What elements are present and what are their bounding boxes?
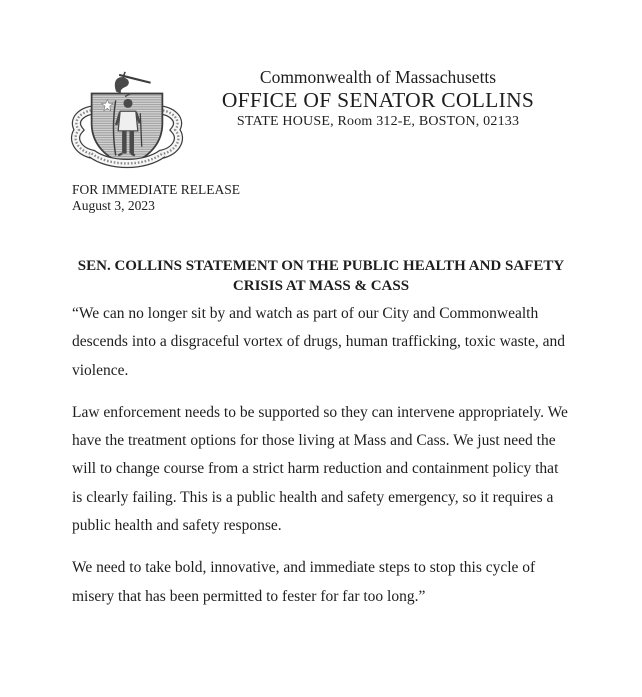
statement-title-line-1: SEN. COLLINS STATEMENT ON THE PUBLIC HEALTH AND SAFETY [77, 258, 565, 274]
statement-paragraph-3: We need to take bold, innovative, and immediate steps to stop this cycle of misery that has been permitted to fester for far too long.” [72, 559, 536, 605]
letterhead-org-line: Commonwealth of Massachusetts [259, 67, 497, 87]
statement-paragraph-2: Law enforcement needs to be supported so they can intervene appropriately. We have the treatment options for those living at Mass and Cass. We just need the will to change course from a strict harm reduction and containment policy that is clearly failing. This is a public health and safety emergency, so it requires a public health and safety response. [72, 403, 568, 535]
letterhead-address-line: STATE HOUSE, Room 312-E, BOSTON, 02133 [236, 114, 520, 129]
statement-title-line-2: CRISIS AT MASS & CASS [232, 278, 410, 294]
letterhead-office-line: OFFICE OF SENATOR COLLINS [221, 88, 535, 112]
letterhead [186, 66, 570, 130]
release-block [72, 182, 240, 213]
statement-paragraph-1: “We can no longer sit by and watch as part of our City and Commonwealth descends into a disgraceful vortex of drugs, human trafficking, toxic waste, and violence. [72, 305, 565, 379]
release-date: August 3, 2023 [72, 197, 155, 213]
release-label: FOR IMMEDIATE RELEASE [72, 182, 240, 197]
statement-title [71, 256, 571, 296]
statement-body [72, 300, 572, 625]
massachusetts-seal-icon [68, 68, 186, 182]
